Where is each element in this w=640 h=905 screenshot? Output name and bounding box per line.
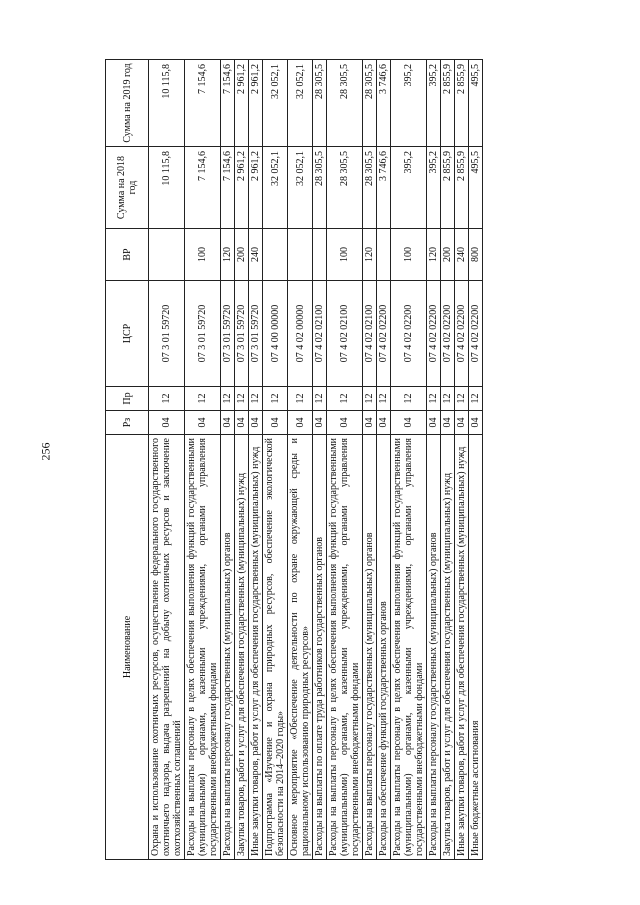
table-row [221, 60, 235, 860]
cell-csr: 07 3 01 59720 [149, 281, 185, 387]
cell-rz: 04 [235, 411, 249, 435]
table-row [441, 60, 455, 860]
cell-sum-2018: 28 305,5 [363, 147, 377, 229]
cell-name: Расходы на выплаты по оплате труда работников государственных органов [313, 435, 327, 860]
cell-vr [288, 229, 313, 281]
cell-rz: 04 [455, 411, 469, 435]
cell-pr: 12 [327, 387, 363, 411]
table-row [149, 60, 185, 860]
cell-sum-2018: 2 855,9 [455, 147, 469, 229]
cell-sum-2018: 7 154,6 [221, 147, 235, 229]
cell-sum-2019: 7 154,6 [185, 60, 221, 147]
cell-rz: 04 [327, 411, 363, 435]
cell-pr: 12 [363, 387, 377, 411]
cell-csr: 07 3 01 59720 [221, 281, 235, 387]
cell-vr: 200 [441, 229, 455, 281]
table-row [263, 60, 288, 860]
header-rz: Рз [106, 411, 149, 435]
cell-vr [377, 229, 391, 281]
cell-name: Иные закупки товаров, работ и услуг для обеспечения государственных (муниципальных) нужд [249, 435, 263, 860]
cell-pr: 12 [313, 387, 327, 411]
cell-csr: 07 4 02 02200 [455, 281, 469, 387]
header-sum-2018: Сумма на 2018 год [106, 147, 149, 229]
cell-csr: 07 4 02 02200 [377, 281, 391, 387]
cell-name: Закупка товаров, работ и услуг для обеспечения государственных (муниципальных) нужд [235, 435, 249, 860]
cell-pr: 12 [221, 387, 235, 411]
cell-sum-2019: 2 961,2 [235, 60, 249, 147]
cell-sum-2019: 28 305,5 [327, 60, 363, 147]
cell-csr: 07 4 02 02200 [441, 281, 455, 387]
cell-rz: 04 [221, 411, 235, 435]
cell-pr: 12 [377, 387, 391, 411]
cell-pr: 12 [263, 387, 288, 411]
cell-rz: 04 [249, 411, 263, 435]
cell-sum-2018: 10 115,8 [149, 147, 185, 229]
cell-sum-2019: 3 746,6 [377, 60, 391, 147]
cell-sum-2019: 7 154,6 [221, 60, 235, 147]
table-row [327, 60, 363, 860]
cell-csr: 07 3 01 59720 [249, 281, 263, 387]
cell-vr: 100 [185, 229, 221, 281]
cell-csr: 07 4 02 02100 [313, 281, 327, 387]
table-row [288, 60, 313, 860]
page-number: 256 [38, 442, 53, 461]
cell-name: Подпрограмма «Изучение и охрана природных ресурсов, обеспечение экологической безопасности на 2014–2020 годы» [263, 435, 288, 860]
cell-name: Охрана и использование охотничьих ресурсов, осуществление федерального государственного охотничьего надзора, выдача разрешений на добычу охотничьих ресурсов и заключение охотхозяйственных соглашений [149, 435, 185, 860]
cell-csr: 07 4 00 00000 [263, 281, 288, 387]
budget-table [105, 59, 483, 860]
cell-pr: 12 [235, 387, 249, 411]
cell-name: Расходы на выплаты персоналу государственных (муниципальных) органов [363, 435, 377, 860]
table-row [249, 60, 263, 860]
cell-name: Основное мероприятие «Обеспечение деятельности по охране окружающей среды и рациональному использованию природных ресурсов» [288, 435, 313, 860]
cell-sum-2019: 28 305,5 [363, 60, 377, 147]
cell-name: Расходы на выплаты персоналу в целях обеспечения выполнения функций государственными (муниципальными) органами, казенными учреждениями, органами управления государственными внебюджетными фондами [391, 435, 427, 860]
cell-pr: 12 [391, 387, 427, 411]
cell-vr [313, 229, 327, 281]
cell-pr: 12 [288, 387, 313, 411]
table-row [377, 60, 391, 860]
rotated-table-container [105, 60, 590, 860]
cell-sum-2018: 28 305,5 [327, 147, 363, 229]
cell-vr [263, 229, 288, 281]
cell-name: Расходы на обеспечение функций государственных органов [377, 435, 391, 860]
cell-rz: 04 [313, 411, 327, 435]
cell-csr: 07 4 02 02100 [327, 281, 363, 387]
table-row [313, 60, 327, 860]
cell-name: Расходы на выплаты персоналу государственных (муниципальных) органов [221, 435, 235, 860]
cell-csr: 07 4 02 02200 [391, 281, 427, 387]
cell-csr: 07 4 02 02200 [427, 281, 441, 387]
cell-pr: 12 [249, 387, 263, 411]
cell-name: Иные закупки товаров, работ и услуг для обеспечения государственных (муниципальных) нужд [455, 435, 469, 860]
cell-sum-2018: 32 052,1 [263, 147, 288, 229]
cell-vr: 120 [363, 229, 377, 281]
table-header-row [106, 60, 149, 860]
cell-sum-2018: 7 154,6 [185, 147, 221, 229]
cell-sum-2018: 2 855,9 [441, 147, 455, 229]
cell-csr: 07 3 01 59720 [235, 281, 249, 387]
cell-csr: 07 4 02 00000 [288, 281, 313, 387]
table-row [427, 60, 441, 860]
cell-rz: 04 [263, 411, 288, 435]
table-row [185, 60, 221, 860]
cell-pr: 12 [469, 387, 483, 411]
table-row [469, 60, 483, 860]
cell-sum-2019: 395,2 [391, 60, 427, 147]
cell-sum-2019: 395,2 [427, 60, 441, 147]
cell-sum-2018: 395,2 [427, 147, 441, 229]
header-csr: ЦСР [106, 281, 149, 387]
cell-sum-2018: 2 961,2 [249, 147, 263, 229]
cell-sum-2019: 2 855,9 [455, 60, 469, 147]
cell-vr: 800 [469, 229, 483, 281]
cell-csr: 07 4 02 02200 [469, 281, 483, 387]
cell-rz: 04 [391, 411, 427, 435]
cell-pr: 12 [441, 387, 455, 411]
cell-sum-2019: 2 855,9 [441, 60, 455, 147]
cell-csr: 07 3 01 59720 [185, 281, 221, 387]
cell-name: Расходы на выплаты персоналу государственных (муниципальных) органов [427, 435, 441, 860]
cell-name: Закупка товаров, работ и услуг для обеспечения государственных (муниципальных) нужд [441, 435, 455, 860]
cell-name: Расходы на выплаты персоналу в целях обеспечения выполнения функций государственными (муниципальными) органами, казенными учреждениями, органами управления государственными внебюджетными фондами [327, 435, 363, 860]
header-vr: ВР [106, 229, 149, 281]
table-row [235, 60, 249, 860]
cell-sum-2019: 2 961,2 [249, 60, 263, 147]
cell-vr: 200 [235, 229, 249, 281]
cell-vr: 240 [455, 229, 469, 281]
cell-sum-2019: 32 052,1 [288, 60, 313, 147]
cell-vr: 100 [327, 229, 363, 281]
cell-rz: 04 [149, 411, 185, 435]
table-row [363, 60, 377, 860]
cell-pr: 12 [427, 387, 441, 411]
cell-rz: 04 [363, 411, 377, 435]
cell-pr: 12 [185, 387, 221, 411]
cell-pr: 12 [149, 387, 185, 411]
table-row [391, 60, 427, 860]
cell-vr: 240 [249, 229, 263, 281]
cell-rz: 04 [441, 411, 455, 435]
cell-name: Иные бюджетные ассигнования [469, 435, 483, 860]
cell-sum-2018: 2 961,2 [235, 147, 249, 229]
cell-vr: 120 [221, 229, 235, 281]
table-row [455, 60, 469, 860]
cell-rz: 04 [185, 411, 221, 435]
cell-rz: 04 [288, 411, 313, 435]
cell-vr [149, 229, 185, 281]
header-pr: Пр [106, 387, 149, 411]
cell-sum-2018: 3 746,6 [377, 147, 391, 229]
header-sum-2019: Сумма на 2019 год [106, 60, 149, 147]
cell-sum-2018: 495,5 [469, 147, 483, 229]
cell-sum-2018: 32 052,1 [288, 147, 313, 229]
cell-sum-2019: 32 052,1 [263, 60, 288, 147]
cell-sum-2019: 28 305,5 [313, 60, 327, 147]
cell-rz: 04 [427, 411, 441, 435]
cell-pr: 12 [455, 387, 469, 411]
cell-name: Расходы на выплаты персоналу в целях обеспечения выполнения функций государственными (муниципальными) органами, казенными учреждениями, органами управления государственными внебюджетными фондами [185, 435, 221, 860]
cell-sum-2018: 395,2 [391, 147, 427, 229]
cell-csr: 07 4 02 02100 [363, 281, 377, 387]
cell-sum-2019: 495,5 [469, 60, 483, 147]
cell-rz: 04 [469, 411, 483, 435]
cell-sum-2019: 10 115,8 [149, 60, 185, 147]
header-name: Наименование [106, 435, 149, 860]
cell-rz: 04 [377, 411, 391, 435]
cell-vr: 120 [427, 229, 441, 281]
cell-vr: 100 [391, 229, 427, 281]
cell-sum-2018: 28 305,5 [313, 147, 327, 229]
